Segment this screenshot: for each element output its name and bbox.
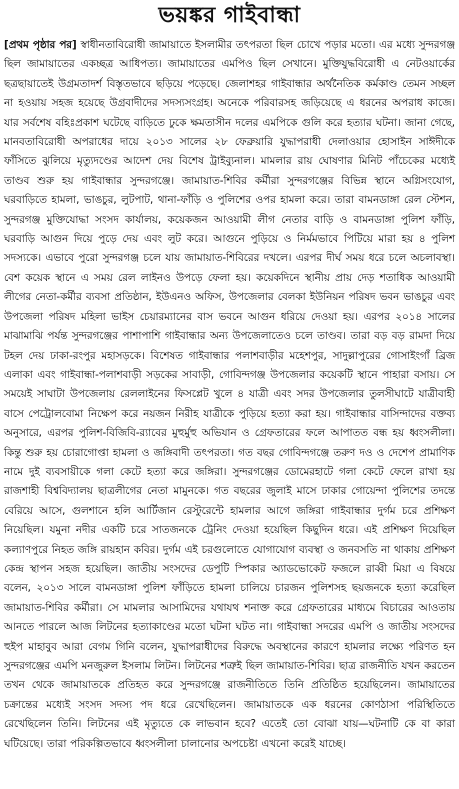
article-headline: ভয়ঙ্কর গাইবান্ধা	[158, 3, 301, 28]
article-text: স্বাধীনতাবিরোধী জামায়াতে ইসলামীর তৎপরতা ছিল চোখে পড়ার মতো। এর মধ্যে সুন্দরগঞ্জ ছিল জামায়াতের একচ্ছত্র আধিপত্য। জামায়াতের এমপিও ছিল সেখানে। মুক্তিযুদ্ধবিরোধী এ নেটওয়ার্কের ছত্রছায়াতেই উগ্রমতাদর্শ বিস্তৃতভাবে ছড়িয়ে পড়েছে। জেলাশহর গাইবান্ধার অর্থনৈতিক কর্মকাণ্ড তেমন সচ্ছল না হওয়ায় সহজ হয়েছে উগ্রবাদীদের সদস্যসংগ্রহ। অনেকে পরিবারসহ জড়িয়েছে এ ধরনের অপরাধ কাজে। যার সর্বশেষ বহিঃপ্রকাশ ঘটেছে বাড়িতে ঢুকে ক্ষমতাসীন দলের এমপিকে গুলি করে হত্যার ঘটনা। জানা গেছে, মানবতাবিরোধী অপরাধের দায়ে ২০১৩ সালের ২৮ ফেব্রুয়ারি যুদ্ধাপরাধী দেলাওয়ার হোসাইন সাঈদীকে ফাঁসিতে ঝুলিয়ে মৃত্যুদণ্ডের আদেশ দেয় বিশেষ ট্রাইব্যুনাল। মামলার রায় ঘোষণার মিনিট পাঁচেকের মধ্যেই তাণ্ডব শুরু হয় গাইবান্ধার সুন্দরগঞ্জে। জামায়াত-শিবির কর্মীরা সুন্দরগঞ্জের বিভিন্ন স্থানে অগ্নিসংযোগ, ঘরবাড়িতে হামলা, ভাঙচুর, লুটপাট, থানা-ফাঁড়ি ও পুলিশের ওপর হামলা করে। তারা বামনডাঙ্গা রেল স্টেশন, সুন্দরগঞ্জ মুক্তিযোদ্ধা সংসদ কার্যালয়, কয়েকজন আওয়ামী লীগ নেতার বাড়ি ও বামনডাঙ্গা পুলিশ ফাঁড়ি, ঘরবাড়ি আগুন দিয়ে পুড়ে দেয় এবং লুট করে। আগুনে পুড়িয়ে ও নির্মমভাবে পিটিয়ে মারা হয় ৪ পুলিশ সদস্যকে। এভাবে পুরো সুন্দরগঞ্জ চলে যায় জামায়াত-শিবিরের দখলে। এরপর দীর্ঘ সময় ধরে চলে অচলাবস্থা। বেশ কয়েক স্থানে এ সময় রেল লাইনও উপড়ে ফেলা হয়। কয়েকদিনে স্থানীয় প্রায় দেড় শতাধিক আওয়ামী লীগের নেতা-কর্মীর ব্যবসা প্রতিষ্ঠান, ইউএনও অফিস, উপজেলার বেলকা ইউনিয়ন পরিষদ ভবন ভাঙচুর এবং উপজেলা পরিষদ মহিলা ভাইস চেয়ারম্যানের বাস ভবনে আগুন ধরিয়ে দেওয়া হয়। এরপর ২০১৪ সালের মাঝামাঝি পর্যন্ত সুন্দরগঞ্জের পাশাপাশি গাইবান্ধার অন্য উপজেলাতেও চলে তাণ্ডব। তারা বড় বড় রামদা দিয়ে টহল দেয় ঢাকা-রংপুর মহাসড়কে। বিশেষত গাইবান্ধার পলাশবাড়ীর মহেশপুর, সাদুল্লাপুরের গোসাইংগাঁ ব্রিজ এলাকা এবং গাইবান্ধা-পলাশবাড়ী সড়কের সাবাড়ী, গোবিন্দগঞ্জ উপজেলার কয়েকটি স্থানে পাহারা বসায়। সে সময়েই সাঘাটা উপজেলায় রেললাইনের ফিসপ্লেট খুলে ৪ যাত্রী এবং সদর উপজেলার তুলসীঘাটে যাত্রীবাহী বাসে পেট্রোলবোমা নিক্ষেপ করে নয়জন নিরীহ যাত্রীকে পুড়িয়ে হত্যা করা হয়। গাইবান্ধার বাসিন্দাদের বক্তব্য অনুসারে, এরপর পুলিশ-বিজিবি-র‍্যাবের মুহুর্মুহু অভিযান ও গ্রেফতারের ফলে আপাতত বন্ধ হয় ধ্বংসলীলা। কিন্তু শুরু হয় চোরাগোপ্তা হামলা ও জঙ্গিবাদী তৎপরতা। গত বছর গোবিন্দগঞ্জে তরুণ দও ও দেশেপ প্রামাণিক নামে দুই ব্যবসায়ীকে গলা কেটে হত্যা করে জঙ্গিরা। সুন্দরগঞ্জের ডোমেরহাটে গলা কেটে ফেলে রাখা হয় রাজশাহী বিশ্ববিদ্যালয় ছাত্রলীগের নেতা মামুনকে। গত বছরের জুলাই মাসে ঢাকার গোয়েন্দা পুলিশের তদন্তে বেরিয়ে আসে, গুলশানে হলি আর্টিজান রেস্টুরেন্টে হামলার আগে জঙ্গিরা গাইবান্ধার দুর্গম চরে প্রশিক্ষণ নিয়েছিল। যমুনা নদীর একটি চরে সাতজনকে ট্রেনিং দেওয়া হয়েছিল কিছুদিন ধরে। এই প্রশিক্ষণ দিয়েছিল কল্যাণপুরে নিহত জঙ্গি রায়হান কবির। দুর্গম এই চরগুলোতে যোগাযোগ ব্যবস্থা ও জনবসতি না থাকায় প্রশিক্ষণ কেন্দ্র স্থাপন সহজ হয়েছিল। জাতীয় সংসদের ডেপুটি স্পিকার অ্যাডভোকেট ফজলে রাব্বী মিয়া এ বিষয়ে বলেন, ২০১৩ সালে বামনডাঙ্গা পুলিশ ফাঁড়িতে হামলা চালিয়ে চারজন পুলিশসহ ছয়জনকে হত্যা করেছিল জামায়াত-শিবির কর্মীরা। সে মামলার আসামিদের যথাযথ শনাক্ত করে গ্রেফতারের মাধ্যমে বিচারের আওতায় আনতে পারলে আজ লিটনের হত্যাকাণ্ডের মতো ঘটনা ঘটত না। গাইবান্ধা সদরের এমপি ও জাতীয় সংসদের হুইপ মাহাবুব আরা বেগম গিনি বলেন, যুদ্ধাপরাধীদের বিরুদ্ধে অবস্থানের কারণে হামলার লক্ষ্যে পরিণত হন সুন্দরগঞ্জের এমপি মনজুরুল ইসলাম লিটন। লিটনের শত্রুই ছিল জামায়াত-শিবির। ছাত্র রাজনীতি যখন করতেন তখন থেকে জামায়াতকে প্রতিহত করে সুন্দরগঞ্জে রাজনীতিতে তিনি প্রতিষ্ঠিত হয়েছিলেন। জামায়াতের চক্রান্তের মধ্যেই সংসদ সদস্য পদ ধরে রেখেছিলেন। জামায়াতকে এক ধরনের কোণঠাসা পরিস্থিতিতে রেখেছিলেন তিনি। লিটনের এই মৃত্যুতে কে লাভবান হবে? এতেই তো বোঝা যায়—ঘটনাটি কে বা কারা ঘটিয়েছে। তারা পরিকল্পিতভাবে ধ্বংসলীলা চালানোর অপচেষ্টা এখনো করেই যাচ্ছে।	[4, 39, 456, 750]
article-body	[4, 36, 455, 754]
continuation-label: [প্রথম পৃষ্ঠার পর]	[4, 39, 77, 51]
